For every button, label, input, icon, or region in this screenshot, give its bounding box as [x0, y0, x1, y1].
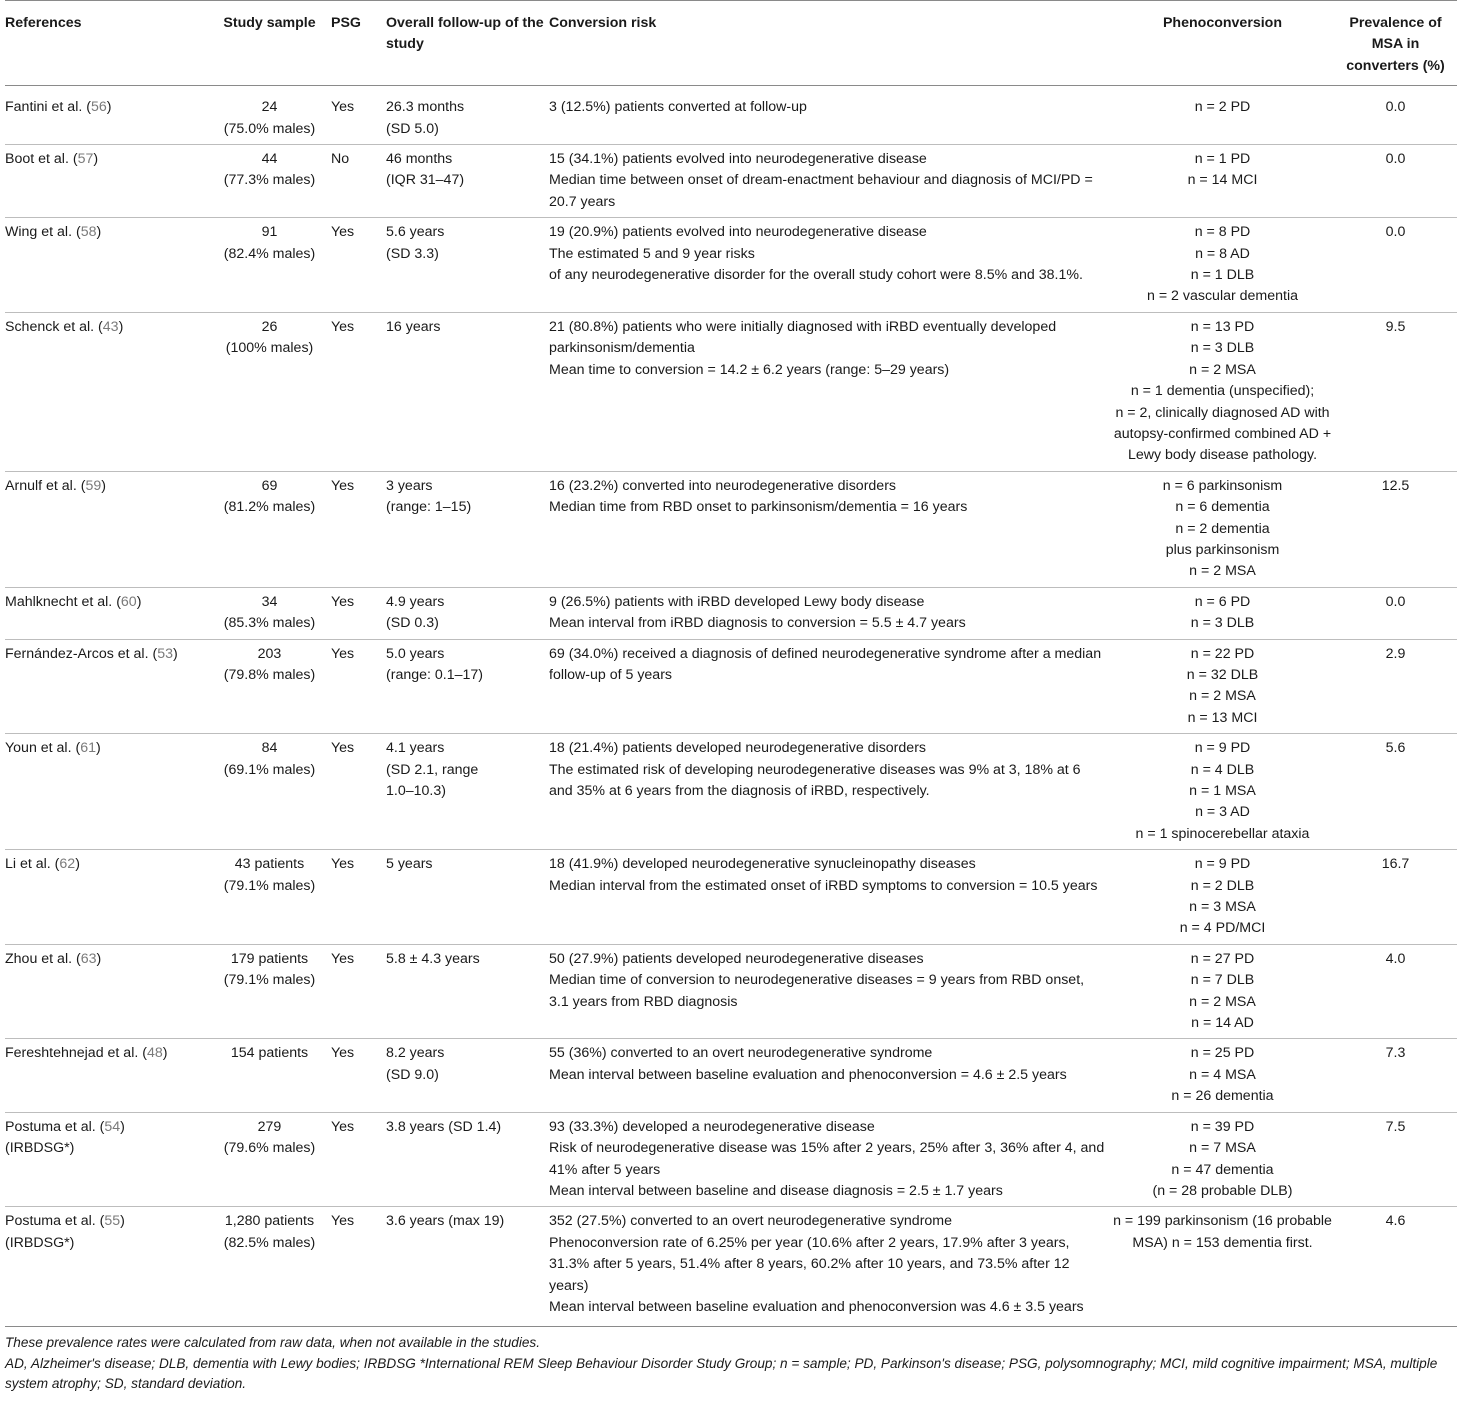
reference-close: ): [101, 477, 106, 494]
study-sample-line: (85.3% males): [223, 615, 316, 632]
conversion-risk-line: Mean interval between baseline and disease diagnosis = 2.5 ± 1.7 years: [549, 1182, 1003, 1199]
reference-author: Li et al. (: [5, 856, 60, 873]
follow-up-line: (SD 9.0): [386, 1066, 439, 1083]
header-follow-up: Overall follow-up of the study: [386, 1, 549, 86]
cell-msa-prevalence: 0.0: [1338, 218, 1457, 313]
cell-reference: [5, 639, 212, 734]
phenoconversion-line: n = 2, clinically diagnosed AD with autopsy-confirmed combined AD + Lewy body disease pathology.: [1113, 404, 1332, 464]
reference-number-link[interactable]: 48: [146, 1045, 163, 1062]
cell-conversion-risk: [549, 312, 1111, 471]
cell-conversion-risk: [549, 86, 1111, 145]
phenoconversion-line: n = 39 PD: [1190, 1118, 1255, 1135]
reference-close: ): [106, 99, 112, 116]
follow-up-line: (range: 1–15): [386, 499, 472, 516]
follow-up-line: 5.0 years: [386, 645, 445, 662]
follow-up-line: 3.8 years (SD 1.4): [386, 1118, 502, 1135]
conversion-risk-line: 15 (34.1%) patients evolved into neurodegenerative disease: [549, 151, 927, 168]
cell-study-sample: [212, 471, 331, 587]
conversion-risk-line: 55 (36%) converted to an overt neurodegenerative syndrome: [549, 1045, 933, 1062]
follow-up-line: 5.6 years: [386, 224, 445, 241]
reference-number-link[interactable]: 58: [80, 224, 97, 241]
cell-follow-up: [386, 312, 549, 471]
cell-phenoconversion: [1111, 312, 1338, 471]
footnote-abbreviations: AD, Alzheimer's disease; DLB, dementia with Lewy bodies; IRBDSG *International REM Sleep Behaviour Disorder Study Group; n = sample; PD, Parkinson's disease; PSG, polysomnography; MCI, mild cognitive impairment; MSA, multiple system atrophy; SD, standard deviation.: [5, 1355, 1438, 1392]
study-sample-line: (75.0% males): [223, 120, 316, 137]
cell-follow-up: [386, 944, 549, 1039]
reference-citation: [5, 476, 208, 497]
study-sample-line: (79.8% males): [223, 666, 316, 683]
phenoconversion-line: n = 6 parkinsonism: [1162, 477, 1283, 494]
phenoconversion-line: n = 1 DLB: [1190, 267, 1255, 284]
phenoconversion-line: n = 7 DLB: [1190, 972, 1255, 989]
phenoconversion-line: n = 2 MSA: [1189, 993, 1256, 1010]
cell-follow-up: [386, 1039, 549, 1112]
study-sample-line: 179 patients: [230, 950, 309, 967]
follow-up-line: (SD 3.3): [386, 245, 439, 262]
reference-citation: [5, 949, 208, 970]
conversion-risk-line: Phenoconversion rate of 6.25% per year (10.6% after 2 years, 17.9% after 3 years, 31.3% after 5 years, 51.4% after 8 years, 60.2% after 10 years, and 73.5% after 12 years): [549, 1234, 1070, 1294]
cell-follow-up: [386, 471, 549, 587]
reference-citation: [5, 592, 208, 613]
phenoconversion-line: n = 13 PD: [1190, 318, 1255, 335]
study-sample-line: (81.2% males): [223, 499, 316, 516]
conversion-risk-line: 50 (27.9%) patients developed neurodegenerative diseases: [549, 950, 924, 967]
cell-conversion-risk: [549, 1112, 1111, 1207]
cell-phenoconversion: [1111, 471, 1338, 587]
follow-up-line: 3.6 years (max 19): [386, 1213, 505, 1230]
reference-citation: [5, 97, 208, 118]
follow-up-line: 46 months: [386, 151, 453, 168]
reference-citation: [5, 317, 208, 338]
study-sample-line: (79.1% males): [223, 877, 316, 894]
phenoconversion-line: n = 25 PD: [1190, 1045, 1255, 1062]
phenoconversion-line: n = 1 dementia (unspecified);: [1130, 383, 1315, 400]
cell-conversion-risk: [549, 218, 1111, 313]
cell-psg: Yes: [331, 1207, 386, 1327]
cell-msa-prevalence: 7.3: [1338, 1039, 1457, 1112]
table-row: [5, 1112, 1457, 1207]
conversion-risk-line: of any neurodegenerative disorder for the overall study cohort were 8.5% and 38.1%.: [549, 267, 1083, 284]
phenoconversion-line: n = 1 spinocerebellar ataxia: [1135, 825, 1310, 842]
cell-msa-prevalence: 4.0: [1338, 944, 1457, 1039]
cell-conversion-risk: [549, 587, 1111, 639]
cell-reference: [5, 1207, 212, 1327]
table-row: [5, 944, 1457, 1039]
cell-follow-up: [386, 639, 549, 734]
phenoconversion-line: n = 2 MSA: [1189, 563, 1256, 580]
study-sample-line: 34: [261, 593, 278, 610]
phenoconversion-line: n = 8 AD: [1195, 245, 1250, 262]
cell-reference: [5, 944, 212, 1039]
reference-author: Postuma et al. (: [5, 1213, 105, 1230]
phenoconversion-line: n = 22 PD: [1190, 645, 1255, 662]
cell-follow-up: [386, 734, 549, 850]
conversion-risk-line: 69 (34.0%) received a diagnosis of defined neurodegenerative syndrome after a median follow-up of 5 years: [549, 645, 1102, 683]
cell-phenoconversion: [1111, 86, 1338, 145]
reference-close: ): [93, 151, 99, 168]
cell-reference: [5, 1112, 212, 1207]
table-row: [5, 850, 1457, 945]
cell-reference: [5, 86, 212, 145]
header-psg: PSG: [331, 1, 386, 86]
cell-study-sample: [212, 86, 331, 145]
cell-psg: Yes: [331, 587, 386, 639]
reference-author: Youn et al. (: [5, 740, 81, 757]
reference-close: ): [172, 645, 178, 662]
study-sample-line: 154 patients: [230, 1045, 309, 1062]
study-sample-line: 69: [261, 477, 278, 494]
reference-author: Fernández-Arcos et al. (: [5, 645, 158, 662]
cell-psg: Yes: [331, 471, 386, 587]
phenoconversion-line: n = 3 MSA: [1189, 899, 1256, 916]
reference-author: Zhou et al. (: [5, 950, 81, 967]
phenoconversion-line: n = 3 AD: [1195, 804, 1250, 821]
cell-phenoconversion: [1111, 145, 1338, 218]
conversion-risk-line: The estimated risk of developing neurodegenerative diseases was 9% at 3, 18% at 6 and 35% at 6 years from the diagnosis of iRBD, respectively.: [549, 761, 1081, 799]
reference-close: ): [96, 224, 102, 241]
cell-conversion-risk: [549, 471, 1111, 587]
conversion-risk-line: Mean interval from iRBD diagnosis to conversion = 5.5 ± 4.7 years: [549, 615, 966, 632]
study-sample-line: (77.3% males): [223, 172, 316, 189]
table-body: [5, 86, 1457, 1327]
study-sample-line: 1,280 patients: [224, 1213, 315, 1230]
follow-up-line: 5 years: [386, 856, 433, 873]
study-sample-line: 24: [261, 99, 278, 116]
cell-psg: Yes: [331, 218, 386, 313]
cell-study-sample: [212, 587, 331, 639]
reference-citation: [5, 1043, 208, 1064]
phenoconversion-line: n = 2 dementia: [1175, 520, 1270, 537]
reference-number-link[interactable]: 59: [85, 477, 102, 494]
reference-close: ): [120, 1118, 125, 1135]
cell-follow-up: [386, 1112, 549, 1207]
reference-number-link[interactable]: 61: [80, 740, 96, 757]
follow-up-line: (SD 0.3): [386, 615, 439, 632]
study-sample-line: 26: [261, 318, 278, 335]
study-sample-line: 43 patients: [234, 856, 305, 873]
cell-msa-prevalence: 2.9: [1338, 639, 1457, 734]
reference-group: (IRBDSG*): [5, 1234, 75, 1251]
conversion-risk-line: 18 (41.9%) developed neurodegenerative synucleinopathy diseases: [549, 856, 976, 873]
phenoconversion-line: n = 8 PD: [1194, 224, 1251, 241]
phenoconversion-line: plus parkinsonism: [1165, 541, 1280, 558]
cell-study-sample: [212, 1112, 331, 1207]
phenoconversion-line: n = 9 PD: [1194, 740, 1251, 757]
cell-phenoconversion: [1111, 1039, 1338, 1112]
table-row: [5, 471, 1457, 587]
conversion-risk-line: Median time from RBD onset to parkinsonism/dementia = 16 years: [549, 499, 968, 516]
reference-citation: [5, 738, 208, 759]
reference-author: Schenck et al. (: [5, 318, 103, 335]
cell-msa-prevalence: 4.6: [1338, 1207, 1457, 1327]
cell-conversion-risk: [549, 145, 1111, 218]
reference-close: ): [118, 318, 124, 335]
conversion-risk-line: 16 (23.2%) converted into neurodegenerative disorders: [549, 477, 897, 494]
cell-study-sample: [212, 145, 331, 218]
cell-psg: Yes: [331, 944, 386, 1039]
reference-author: Mahlknecht et al. (: [5, 593, 121, 610]
phenoconversion-line: n = 14 MCI: [1187, 172, 1258, 189]
reference-author: Arnulf et al. (: [5, 477, 86, 494]
reference-close: ): [162, 1045, 168, 1062]
phenoconversion-line: n = 26 dementia: [1171, 1088, 1274, 1105]
table-row: [5, 1039, 1457, 1112]
phenoconversion-line: n = 3 DLB: [1190, 340, 1255, 357]
phenoconversion-line: n = 4 MSA: [1189, 1066, 1256, 1083]
table-footnotes: [5, 1327, 1457, 1395]
footnote-prevalence: These prevalence rates were calculated from raw data, when not available in the studies.: [5, 1335, 540, 1351]
phenoconversion-line: n = 1 PD: [1194, 151, 1251, 168]
cell-study-sample: [212, 312, 331, 471]
table-row: [5, 145, 1457, 218]
follow-up-line: (SD 5.0): [386, 120, 439, 137]
phenoconversion-line: n = 2 vascular dementia: [1146, 288, 1299, 305]
cell-conversion-risk: [549, 944, 1111, 1039]
cell-reference: [5, 471, 212, 587]
cell-conversion-risk: [549, 1207, 1111, 1327]
study-sample-line: 84: [261, 740, 278, 757]
table-row: [5, 86, 1457, 145]
cell-phenoconversion: [1111, 587, 1338, 639]
table-row: [5, 587, 1457, 639]
studies-table: [5, 0, 1457, 1327]
reference-number-link[interactable]: 55: [104, 1213, 121, 1230]
reference-close: ): [136, 593, 142, 610]
phenoconversion-line: n = 13 MCI: [1187, 709, 1258, 726]
cell-follow-up: [386, 218, 549, 313]
cell-conversion-risk: [549, 734, 1111, 850]
conversion-risk-line: 352 (27.5%) converted to an overt neurodegenerative syndrome: [549, 1213, 953, 1230]
cell-msa-prevalence: 7.5: [1338, 1112, 1457, 1207]
reference-number-link[interactable]: 56: [90, 99, 107, 116]
study-sample-line: (69.1% males): [223, 761, 316, 778]
reference-number-link[interactable]: 54: [104, 1118, 121, 1135]
phenoconversion-line: n = 32 DLB: [1186, 666, 1259, 683]
conversion-risk-line: 93 (33.3%) developed a neurodegenerative disease: [549, 1118, 875, 1135]
cell-reference: [5, 587, 212, 639]
phenoconversion-line: n = 14 AD: [1191, 1015, 1254, 1032]
study-sample-line: 44: [261, 151, 278, 168]
phenoconversion-line: n = 1 MSA: [1189, 783, 1256, 799]
header-conversion-risk: Conversion risk: [549, 1, 1111, 86]
conversion-risk-line: 9 (26.5%) patients with iRBD developed Lewy body disease: [549, 593, 925, 610]
reference-citation: [5, 149, 208, 170]
conversion-risk-line: Median time between onset of dream-enactment behaviour and diagnosis of MCI/PD = 20.7 years: [549, 172, 1093, 210]
reference-number-link[interactable]: 63: [80, 950, 97, 967]
cell-conversion-risk: [549, 1039, 1111, 1112]
header-msa-prevalence: Prevalence of MSA in converters (%): [1338, 1, 1457, 86]
cell-study-sample: [212, 944, 331, 1039]
follow-up-line: 5.8 ± 4.3 years: [386, 950, 480, 967]
reference-close: ): [96, 950, 102, 967]
conversion-risk-line: Median interval from the estimated onset of iRBD symptoms to conversion = 10.5 years: [549, 877, 1098, 894]
cell-msa-prevalence: 0.0: [1338, 145, 1457, 218]
conversion-risk-line: Mean time to conversion = 14.2 ± 6.2 years (range: 5–29 years): [549, 361, 950, 378]
cell-reference: [5, 1039, 212, 1112]
cell-reference: [5, 145, 212, 218]
cell-phenoconversion: [1111, 944, 1338, 1039]
phenoconversion-line: n = 6 dementia: [1175, 499, 1270, 516]
cell-follow-up: [386, 587, 549, 639]
cell-conversion-risk: [549, 850, 1111, 945]
reference-author: Fantini et al. (: [5, 99, 91, 116]
follow-up-line: 1.0–10.3): [386, 783, 446, 799]
reference-author: Postuma et al. (: [5, 1118, 105, 1135]
reference-citation: [5, 644, 208, 665]
phenoconversion-line: n = 199 parkinsonism (16 probable MSA) n = 153 dementia first.: [1113, 1213, 1332, 1251]
cell-phenoconversion: [1111, 1207, 1338, 1327]
study-sample-line: 203: [257, 645, 282, 662]
cell-psg: Yes: [331, 639, 386, 734]
cell-reference: [5, 850, 212, 945]
cell-psg: No: [331, 145, 386, 218]
phenoconversion-line: n = 2 MSA: [1189, 361, 1256, 378]
follow-up-line: 8.2 years: [386, 1045, 445, 1062]
reference-number-link[interactable]: 57: [77, 151, 94, 168]
reference-number-link[interactable]: 53: [157, 645, 173, 662]
cell-reference: [5, 734, 212, 850]
cell-study-sample: [212, 218, 331, 313]
phenoconversion-line: n = 9 PD: [1194, 856, 1251, 873]
cell-reference: [5, 218, 212, 313]
study-sample-line: 279: [257, 1118, 282, 1135]
phenoconversion-line: n = 3 DLB: [1190, 615, 1255, 632]
cell-phenoconversion: [1111, 1112, 1338, 1207]
header-references: References: [5, 1, 212, 86]
cell-study-sample: [212, 639, 331, 734]
reference-citation: [5, 1117, 208, 1138]
conversion-risk-line: Mean interval between baseline evaluation and phenoconversion = 4.6 ± 2.5 years: [549, 1066, 1067, 1083]
study-sample-line: 91: [261, 224, 278, 241]
conversion-risk-line: 19 (20.9%) patients evolved into neurodegenerative disease: [549, 224, 927, 241]
cell-psg: Yes: [331, 312, 386, 471]
header-study-sample: Study sample: [212, 1, 331, 86]
reference-author: Wing et al. (: [5, 224, 81, 241]
cell-psg: Yes: [331, 86, 386, 145]
table-header: [5, 1, 1457, 86]
study-sample-line: (79.1% males): [223, 972, 316, 989]
cell-psg: Yes: [331, 1112, 386, 1207]
table-row: [5, 218, 1457, 313]
cell-reference: [5, 312, 212, 471]
phenoconversion-line: n = 6 PD: [1194, 593, 1251, 610]
reference-group: (IRBDSG*): [5, 1140, 75, 1157]
study-sample-line: (79.6% males): [223, 1140, 316, 1157]
study-sample-line: (82.5% males): [223, 1234, 316, 1251]
cell-msa-prevalence: 0.0: [1338, 86, 1457, 145]
study-sample-line: (100% males): [225, 340, 314, 357]
header-phenoconversion: Phenoconversion: [1111, 1, 1338, 86]
reference-citation: [5, 854, 208, 875]
conversion-risk-line: 18 (21.4%) patients developed neurodegenerative disorders: [549, 740, 927, 757]
reference-close: ): [120, 1213, 125, 1230]
cell-study-sample: [212, 1039, 331, 1112]
reference-citation: [5, 222, 208, 243]
cell-msa-prevalence: 12.5: [1338, 471, 1457, 587]
phenoconversion-line: n = 2 PD: [1194, 99, 1251, 116]
conversion-risk-line: 21 (80.8%) patients who were initially diagnosed with iRBD eventually developed parkinsonism/dementia: [549, 318, 1057, 357]
follow-up-line: 16 years: [386, 318, 441, 335]
phenoconversion-line: (n = 28 probable DLB): [1152, 1182, 1293, 1199]
reference-close: ): [95, 740, 101, 757]
follow-up-line: 26.3 months: [386, 99, 465, 116]
cell-conversion-risk: [549, 639, 1111, 734]
reference-close: ): [75, 856, 80, 873]
cell-follow-up: [386, 145, 549, 218]
phenoconversion-line: n = 7 MSA: [1189, 1140, 1256, 1157]
conversion-risk-line: The estimated 5 and 9 year risks: [549, 245, 755, 262]
follow-up-line: 4.1 years: [386, 740, 445, 757]
phenoconversion-line: n = 4 PD/MCI: [1179, 920, 1266, 937]
cell-study-sample: [212, 850, 331, 945]
table-row: [5, 1207, 1457, 1327]
reference-author: Boot et al. (: [5, 151, 78, 168]
study-sample-line: (82.4% males): [223, 245, 316, 262]
cell-phenoconversion: [1111, 734, 1338, 850]
cell-psg: Yes: [331, 1039, 386, 1112]
cell-follow-up: [386, 86, 549, 145]
conversion-risk-line: 3 (12.5%) patients converted at follow-up: [549, 99, 807, 116]
cell-study-sample: [212, 1207, 331, 1327]
phenoconversion-line: n = 2 MSA: [1189, 688, 1256, 705]
reference-number-link[interactable]: 62: [59, 856, 76, 873]
cell-follow-up: [386, 850, 549, 945]
table-row: [5, 312, 1457, 471]
phenoconversion-line: n = 47 dementia: [1171, 1161, 1274, 1178]
reference-number-link[interactable]: 43: [102, 318, 119, 335]
follow-up-line: 3 years: [386, 477, 433, 494]
cell-msa-prevalence: 5.6: [1338, 734, 1457, 850]
follow-up-line: 4.9 years: [386, 593, 445, 610]
cell-follow-up: [386, 1207, 549, 1327]
cell-msa-prevalence: 9.5: [1338, 312, 1457, 471]
cell-phenoconversion: [1111, 639, 1338, 734]
reference-citation: [5, 1211, 208, 1232]
reference-number-link[interactable]: 60: [120, 593, 137, 610]
table-row: [5, 734, 1457, 850]
phenoconversion-line: n = 2 DLB: [1190, 877, 1255, 894]
cell-phenoconversion: [1111, 218, 1338, 313]
phenoconversion-line: n = 4 DLB: [1190, 761, 1255, 778]
follow-up-line: (IQR 31–47): [386, 172, 465, 189]
conversion-risk-line: Median time of conversion to neurodegenerative diseases = 9 years from RBD onset, 3.1 years from RBD diagnosis: [549, 972, 1085, 1010]
follow-up-line: (SD 2.1, range: [386, 761, 479, 778]
table-row: [5, 639, 1457, 734]
reference-author: Fereshtehnejad et al. (: [5, 1045, 147, 1062]
cell-study-sample: [212, 734, 331, 850]
follow-up-line: (range: 0.1–17): [386, 666, 484, 683]
cell-msa-prevalence: 0.0: [1338, 587, 1457, 639]
conversion-risk-line: Risk of neurodegenerative disease was 15% after 2 years, 25% after 3, 36% after 4, and 41% after 5 years: [549, 1140, 1105, 1178]
conversion-risk-line: Mean interval between baseline evaluation and phenoconversion was 4.6 ± 3.5 years: [549, 1298, 1084, 1315]
cell-msa-prevalence: 16.7: [1338, 850, 1457, 945]
cell-psg: Yes: [331, 734, 386, 850]
cell-phenoconversion: [1111, 850, 1338, 945]
cell-psg: Yes: [331, 850, 386, 945]
phenoconversion-line: n = 27 PD: [1190, 950, 1255, 967]
